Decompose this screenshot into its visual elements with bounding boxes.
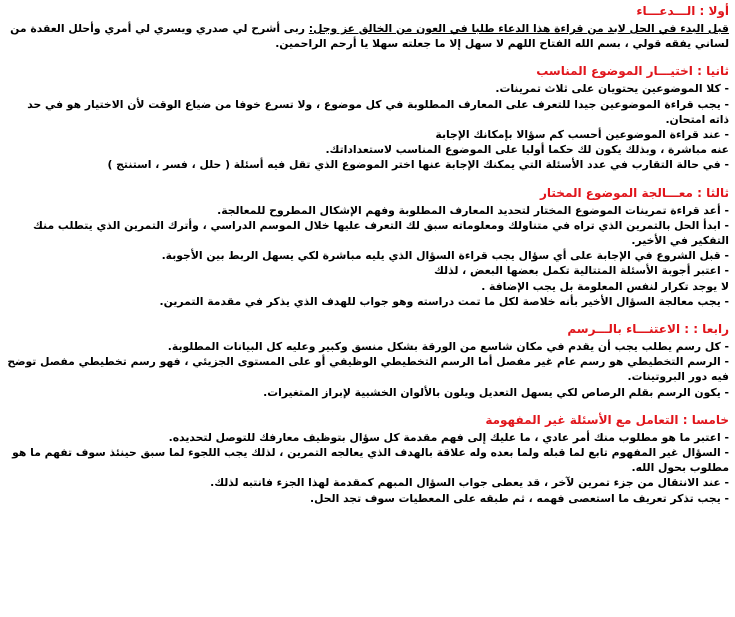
bullet-item: - الرسم التخطيطي هو رسم عام غير مفصل أما الرسم التخطيطي الوظيفي أو على المستوى الجزيئي ، فهو رسم تخطيطي مفصل توضح فيه دور البروتينات.: [7, 355, 729, 384]
section-handling-topic: [6, 186, 729, 309]
section-choose-topic: [6, 64, 729, 172]
paragraph-text: ربى أشرح لي صدري ويسري لي أمري وأحلل العقدة من لساني يفقه قولي ، بسم الله الفتاح اللهم لا سهل إلا ما جعلته سهلا يا أرحم الراحمين.: [10, 22, 729, 51]
bullet-item: - كلا الموضوعين يحتويان على ثلاث تمرينات.: [495, 82, 729, 96]
section-title: ثانيا : اختيـــار الموضوع المناسب: [536, 64, 729, 79]
underlined-lead: قبل البدء في الحل لابد من قراءة هذا الدعاء طلبا في العون من الخالق عز وجل:: [308, 22, 729, 35]
bullet-item: - أعد قراءة تمرينات الموضوع المختار لتحديد المعارف المطلوبة وفهم الإشكال المطروح للمعالجة.: [217, 203, 729, 217]
bullet-item: - ابدأ الحل بالتمرين الذي تراه في متناولك ومعلوماته سبق لك التعرف عليها خلال الموسم الدراسي ، وأترك التمرين الذي يتطلب منك التفكير في الأخير.: [33, 218, 729, 248]
section-title: أولا : الـــدعـــاء: [636, 4, 729, 18]
section-unclear-questions: [6, 413, 729, 506]
section-prayer: [6, 4, 729, 51]
bullet-item: - اعتبر أجوبة الأسئلة المتتالية تكمل بعضها البعض ، لذلك: [433, 264, 729, 278]
bullet-item: - السؤال غير المفهوم تابع لما قبله ولما بعده وله علاقة بالهدف الذي يعالجه التمرين ، لذلك يجب اللجوء لما سبق حينئذ سوف تفهم ما هو مطلوب بحول الله.: [12, 446, 729, 475]
section-title: ثالثا : معـــالجة الموضوع المختار: [539, 185, 729, 200]
paragraph: [6, 21, 729, 51]
bullet-item: - عند قراءة الموضوعين أحسب كم سؤالا بإمكانك الإجابة: [435, 128, 729, 142]
bullet-item: لا يوجد تكرار لنفس المعلومة بل يجب الإضافة .: [481, 279, 729, 293]
section-drawing: [6, 322, 729, 400]
bullet-item: - يجب معالجة السؤال الأخير بأنه خلاصة لكل ما تمت دراسته وهو جواب للهدف الذي يذكر في مقدمة التمرين.: [159, 294, 729, 308]
bullet-item: - قبل الشروع في الإجابة على أي سؤال يجب قراءة السؤال الذي يليه مباشرة لكي يسهل الربط بين الأجوبة.: [161, 249, 729, 263]
bullet-item: - في حالة التقارب في عدد الأسئلة التي يمكنك الإجابة عنها اختر الموضوع الذي تقل فيه أسئلة ( حلل ، فسر ، استنتج ): [107, 158, 729, 172]
bullet-item: - يجب تذكر تعريف ما استعصى فهمه ، ثم طبقه على المعطيات سوف تجد الحل.: [310, 491, 729, 505]
bullet-item: - يكون الرسم بقلم الرصاص لكي يسهل التعديل ويلون بالألوان الخشبية لإبراز المتغيرات.: [263, 385, 729, 399]
bullet-item: - اعتبر ما هو مطلوب منك أمر عادي ، ما عليك إلى فهم مقدمة كل سؤال بتوظيف معارفك للتوصل لتحديده.: [168, 430, 729, 444]
bullet-item: - عند الانتقال من جزء تمرين لآخر ، قد يعطى جواب السؤال المبهم كمقدمة لهذا الجزء فانتبه لذلك.: [210, 476, 729, 490]
section-title: رابعا : : الاعتنـــاء بالـــرسم: [567, 322, 729, 337]
bullet-item: - كل رسم يطلب يجب أن يقدم في مكان شاسع من الورقة بشكل منسق وكبير وعليه كل البيانات المطلوبة.: [167, 340, 729, 354]
section-title: خامسا : التعامل مع الأسئلة غير المفهومة: [485, 412, 729, 427]
bullet-item: عنه مباشرة ، وبذلك يكون لك حكما أوليا على الموضوع المناسب لاستعداداتك.: [325, 143, 729, 157]
bullet-item: - يجب قراءة الموضوعين جيدا للتعرف على المعارف المطلوبة في كل موضوع ، ولا تسرع خوفا من ضياع الوقت لأن الاختيار هو في حد ذاته امتحان.: [27, 97, 729, 126]
